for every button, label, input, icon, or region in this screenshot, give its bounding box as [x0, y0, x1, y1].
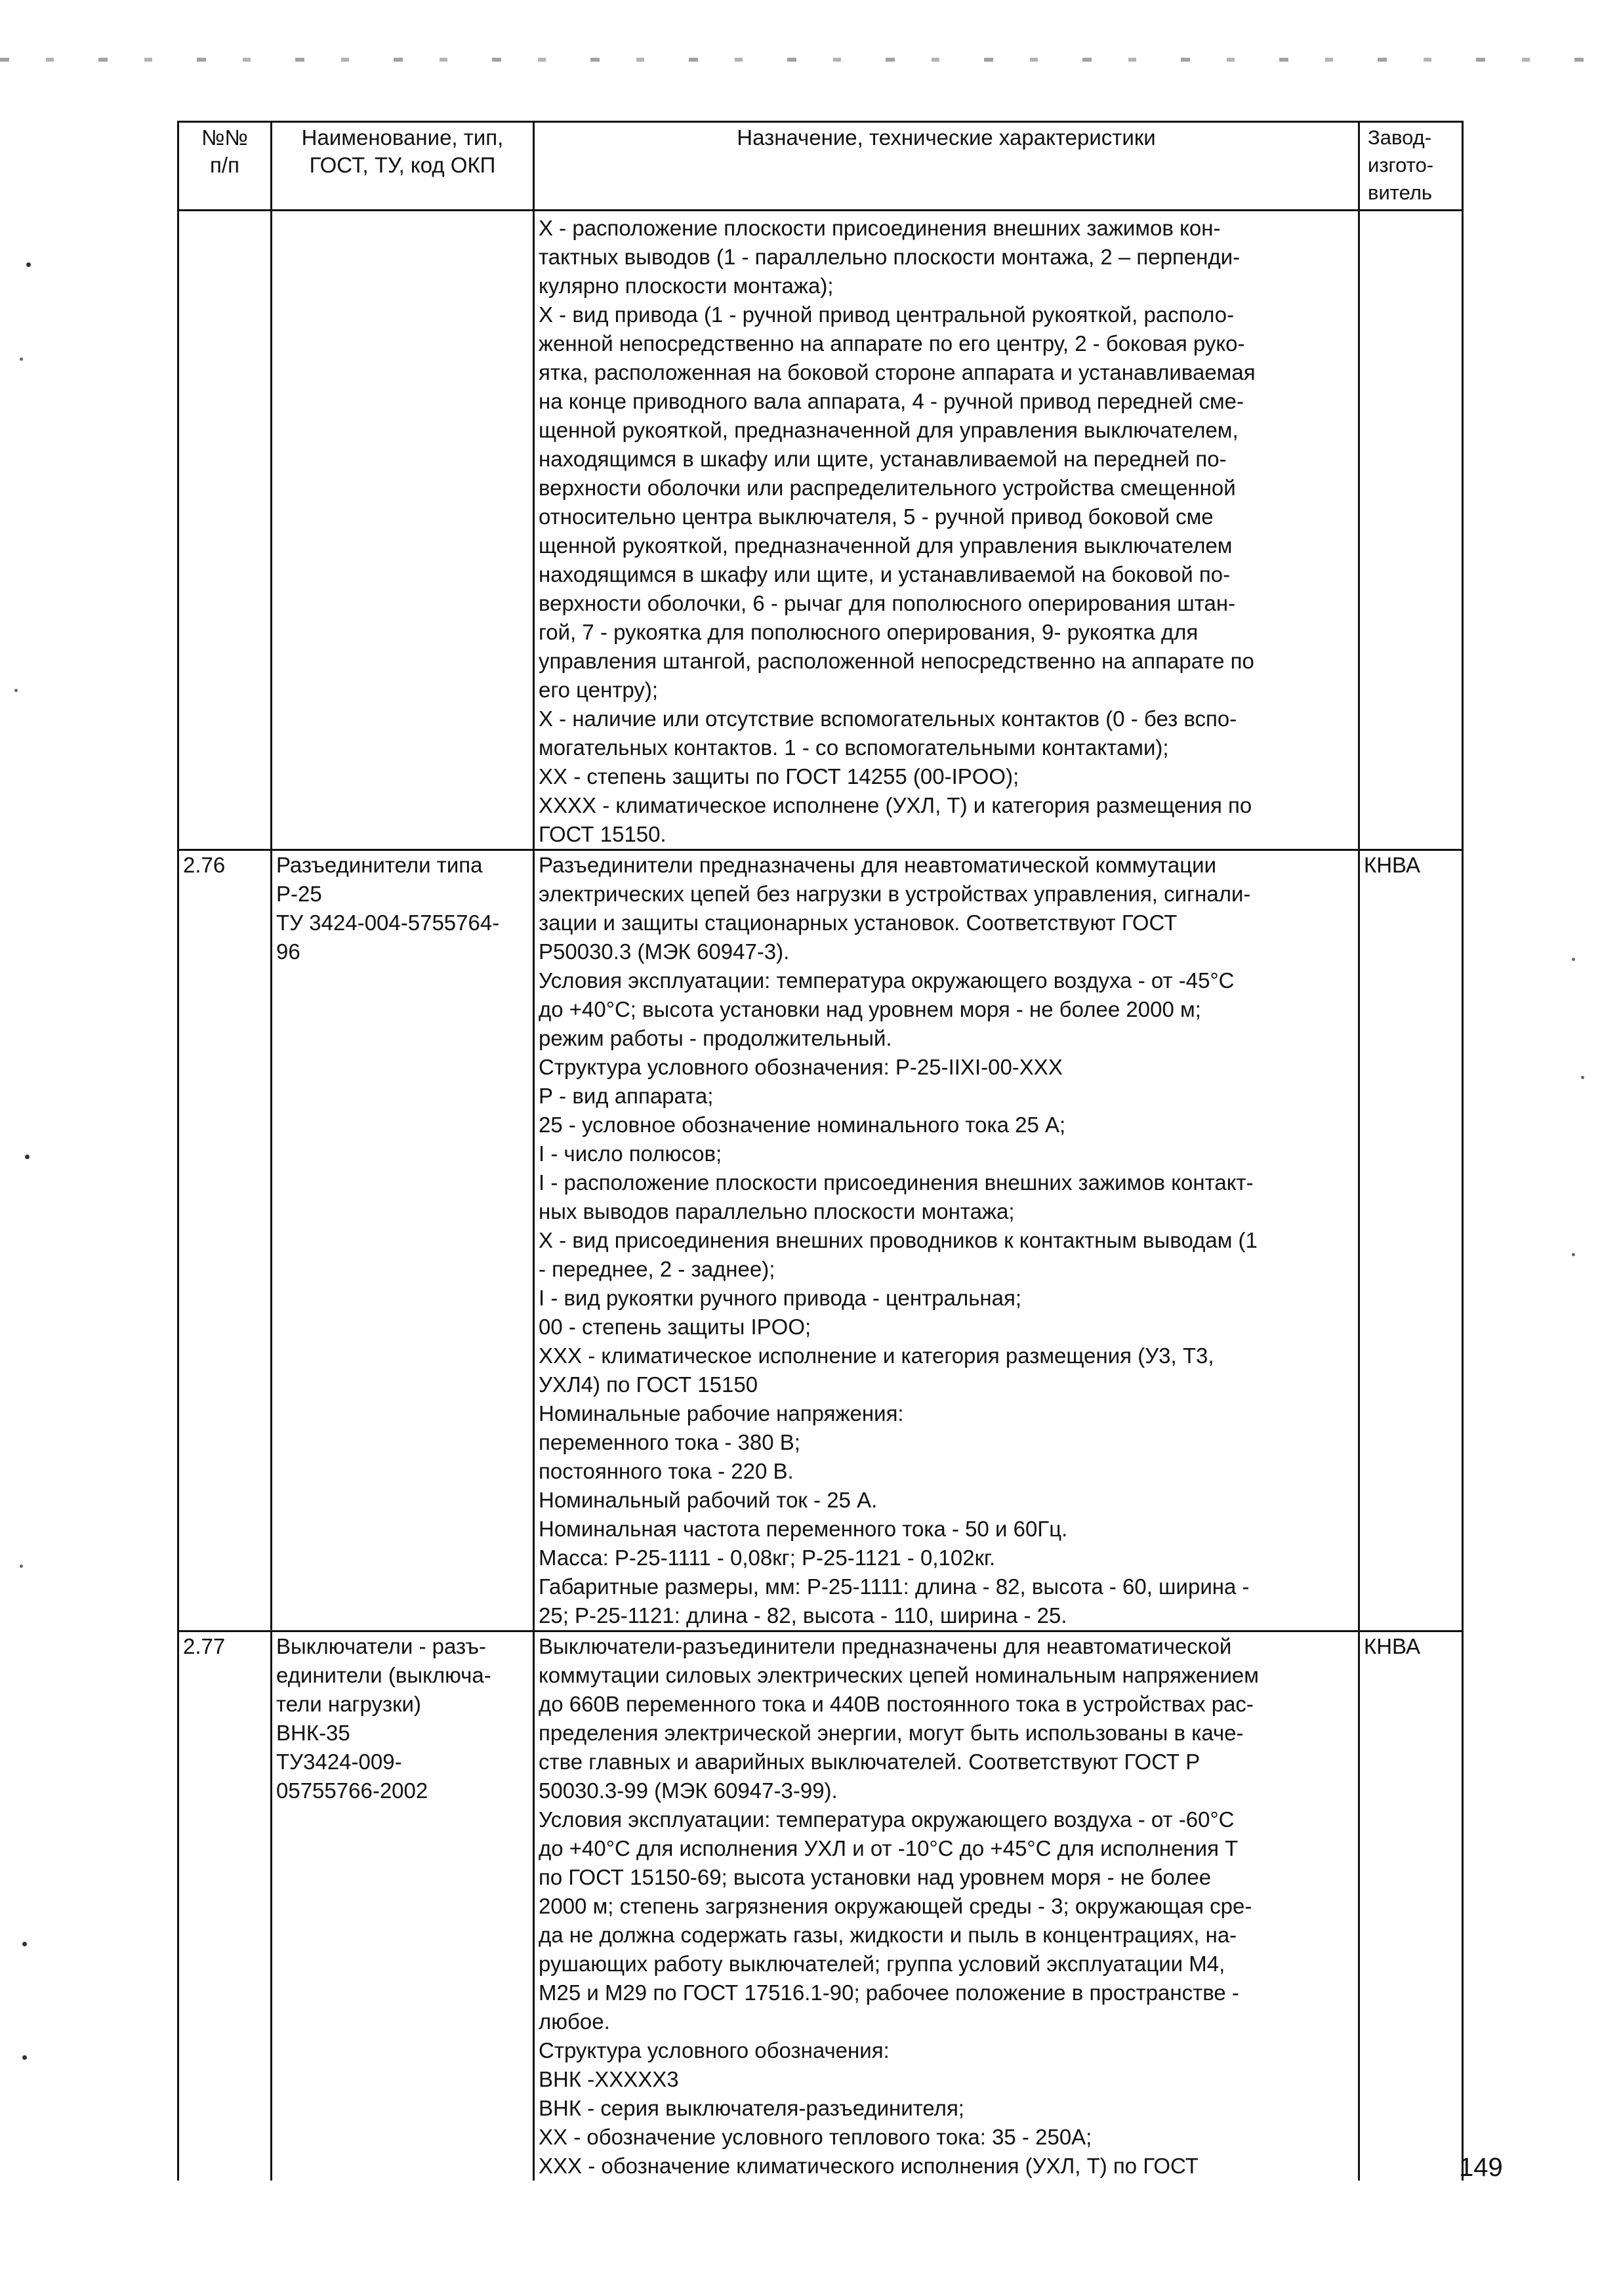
scan-artifact-line	[0, 58, 1600, 62]
table-row	[178, 211, 1463, 850]
scan-speck	[22, 2055, 27, 2060]
table-row	[178, 850, 1463, 1631]
scan-speck	[14, 689, 18, 692]
row-description: Разъединители предназначены для неавтоматической коммутации электрических цепей без нагрузки в устройствах управления, сигнали- зации и защиты стационарных установок. Соответствуют ГОСТ Р50030.3 (МЭК 60947-3). Условия эксплуатации: температура окружающего воздуха - от -45°С до +40°С; высота установки над уровнем моря - не более 2000 м; режим работы - продолжительный. Структура условного обозначения: Р-25-IIXI-00-XXX Р - вид аппарата; 25 - условное обозначение номинального тока 25 А; I - число полюсов; I - расположение плоскости присоединения внешних зажимов контакт- ных выводов параллельно плоскости монтажа; Х - вид присоединения внешних проводников к контактным выводам (1 - переднее, 2 - заднее); I - вид рукоятки ручного привода - центральная; 00 - степень защиты IPOO; ХХХ - климатическое исполнение и категория размещения (У3, Т3, УХЛ4) по ГОСТ 15150 Номинальные рабочие напряжения: переменного тока - 380 В; постоянного тока - 220 В. Номинальный рабочий ток - 25 А. Номинальная частота переменного тока - 50 и 60Гц. Масса: Р-25-1111 - 0,08кг; Р-25-1121 - 0,102кг. Габаритные размеры, мм: Р-25-1111: длина - 82, высота - 60, ширина - 25; Р-25-1121: длина - 82, высота - 110, ширина - 25.	[534, 850, 1359, 1631]
row-name	[272, 211, 534, 850]
scan-speck	[20, 1565, 23, 1568]
row-name: Разъединители типа Р-25 ТУ 3424-004-5755764- 96	[272, 850, 534, 1631]
scan-speck	[20, 358, 23, 361]
catalog-table	[177, 121, 1464, 2181]
row-manufacturer: КНВА	[1359, 850, 1463, 1631]
scan-speck	[1581, 1076, 1584, 1079]
scan-speck	[22, 1942, 27, 1946]
row-name: Выключатели - разъ- единители (выключа- тели нагрузки) ВНК-35 ТУ3424-009- 05755766-2002	[272, 1631, 534, 2181]
row-description: Выключатели-разъединители предназначены для неавтоматической коммутации силовых электрических цепей номинальным напряжением до 660В переменного тока и 440В постоянного тока в устройствах рас- пределения электрической энергии, могут быть использованы в каче- стве главных и аварийных выключателей. Соответствуют ГОСТ Р 50030.3-99 (МЭК 60947-3-99). Условия эксплуатации: температура окружающего воздуха - от -60°С до +40°С для исполнения УХЛ и от -10°С до +45°С для исполнения Т по ГОСТ 15150-69; высота установки над уровнем моря - не более 2000 м; степень загрязнения окружающей среды - 3; окружающая сре- да не должна содержать газы, жидкости и пыль в концентрациях, на- рушающих работу выключателей; группа условий эксплуатации М4, М25 и М29 по ГОСТ 17516.1-90; рабочее положение в пространстве - любое. Структура условного обозначения: ВНК -ХХХХХ3 ВНК - серия выключателя-разъединителя; ХХ - обозначение условного теплового тока: 35 - 250А; ХХХ - обозначение климатического исполнения (УХЛ, Т) по ГОСТ	[534, 1631, 1359, 2181]
header-manufacturer: Завод- изгото- витель	[1359, 122, 1463, 211]
header-description: Назначение, технические характеристики	[534, 122, 1359, 211]
row-description: Х - расположение плоскости присоединения внешних зажимов кон- тактных выводов (1 - параллельно плоскости монтажа, 2 – перпенди- кулярно плоскости монтажа); Х - вид привода (1 - ручной привод центральной рукояткой, располо- женной непосредственно на аппарате по его центру, 2 - боковая руко- ятка, расположенная на боковой стороне аппарата и устанавливаемая на конце приводного вала аппарата, 4 - ручной привод передней сме- щенной рукояткой, предназначенной для управления выключателем, находящимся в шкафу или щите, устанавливаемой на передней по- верхности оболочки или распределительного устройства смещенной относительно центра выключателя, 5 - ручной привод боковой сме щенной рукояткой, предназначенной для управления выключателем находящимся в шкафу или щите, и устанавливаемой на боковой по- верхности оболочки, 6 - рычаг для пополюсного оперирования штан- гой, 7 - рукоятка для пополюсного оперирования, 9- рукоятка для управления штангой, расположенной непосредственно на аппарате по его центру); Х - наличие или отсутствие вспомогательных контактов (0 - без вспо- могательных контактов. 1 - со вспомогательными контактами); ХХ - степень защиты по ГОСТ 14255 (00-IPOO); ХХХХ - климатическое исполнене (УХЛ, Т) и категория размещения по ГОСТ 15150.	[534, 211, 1359, 850]
scan-speck	[1572, 1253, 1575, 1256]
row-number	[178, 211, 272, 850]
row-number: 2.76	[178, 850, 272, 1631]
header-number: №№ п/п	[178, 122, 272, 211]
scan-speck	[25, 1155, 30, 1159]
row-manufacturer: КНВА	[1359, 1631, 1463, 2181]
scan-speck	[26, 262, 31, 267]
header-row	[178, 122, 1463, 211]
scan-speck	[1572, 958, 1575, 961]
table-row	[178, 1631, 1463, 2181]
page-number: 149	[1459, 2153, 1503, 2182]
header-name: Наименование, тип, ГОСТ, ТУ, код ОКП	[272, 122, 534, 211]
row-number: 2.77	[178, 1631, 272, 2181]
row-manufacturer	[1359, 211, 1463, 850]
